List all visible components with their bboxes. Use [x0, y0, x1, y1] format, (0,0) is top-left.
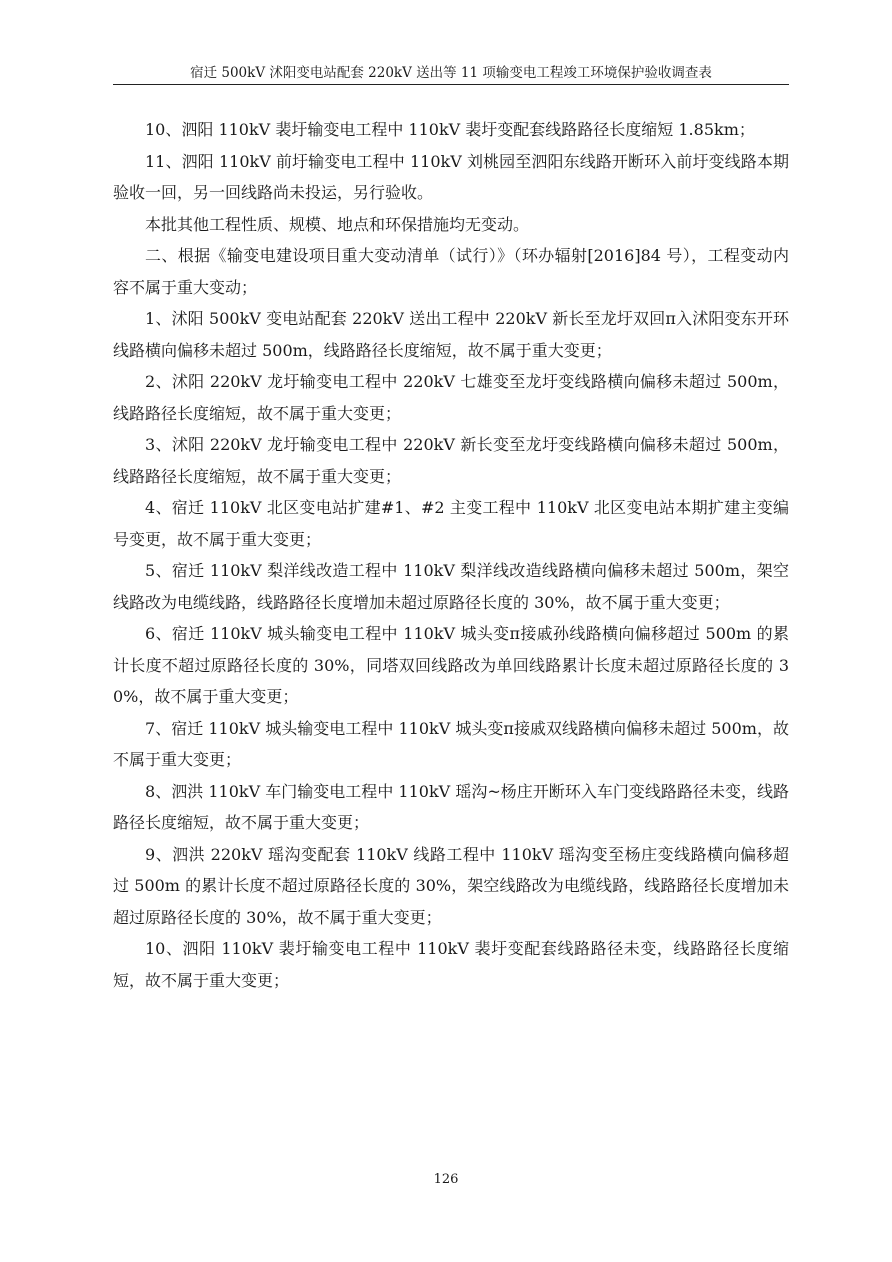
paragraph: 二、根据《输变电建设项目重大变动清单（试行）》（环办辐射[2016]84 号），工程变动内容不属于重大变动； — [113, 246, 789, 297]
paragraph: 11、泗阳 110kV 前圩输变电工程中 110kV 刘桃园至泗阳东线路开断环入前圩变线路本期验收一回，另一回线路尚未投运，另行验收。 — [113, 151, 789, 202]
paragraph: 2、沭阳 220kV 龙圩输变电工程中 220kV 七雄变至龙圩变线路横向偏移未超过 500m，线路路径长度缩短，故不属于重大变更； — [113, 372, 789, 423]
paragraph: 本批其他工程性质、规模、地点和环保措施均无变动。 — [145, 214, 530, 234]
paragraph: 10、泗阳 110kV 裴圩输变电工程中 110kV 裴圩变配套线路路径未变，线路路径长度缩短，故不属于重大变更； — [113, 939, 789, 990]
page-number: 126 — [433, 1172, 459, 1187]
paragraph: 9、泗洪 220kV 瑶沟变配套 110kV 线路工程中 110kV 瑶沟变至杨庄变线路横向偏移超过 500m 的累计长度不超过原路径长度的 30%，架空线路改为电缆线路，线路路径长度增加未超过原路径长度的 30%，故不属于重大变更； — [113, 844, 789, 927]
paragraph: 5、宿迁 110kV 梨洋线改造工程中 110kV 梨洋线改造线路横向偏移未超过 500m，架空线路改为电缆线路，线路路径长度增加未超过原路径长度的 30%，故不属于重大变更； — [113, 561, 789, 612]
paragraph: 6、宿迁 110kV 城头输变电工程中 110kV 城头变π接戚孙线路横向偏移超过 500m 的累计长度不超过原路径长度的 30%，同塔双回线路改为单回线路累计长度未超过原路径长度的 30%，故不属于重大变更； — [113, 624, 789, 706]
paragraph: 1、沭阳 500kV 变电站配套 220kV 送出工程中 220kV 新长至龙圩双回π入沭阳变东开环线路横向偏移未超过 500m，线路路径长度缩短，故不属于重大变更； — [113, 309, 789, 360]
paragraph: 7、宿迁 110kV 城头输变电工程中 110kV 城头变π接戚双线路横向偏移未超过 500m，故不属于重大变更； — [113, 718, 789, 769]
document-body — [113, 114, 789, 996]
paragraph: 4、宿迁 110kV 北区变电站扩建#1、#2 主变工程中 110kV 北区变电站本期扩建主变编号变更，故不属于重大变更； — [113, 498, 789, 549]
page-header — [113, 64, 789, 85]
document-title: 宿迁 500kV 沭阳变电站配套 220kV 送出等 11 项输变电工程竣工环境保护验收调查表 — [190, 65, 712, 81]
paragraph: 3、沭阳 220kV 龙圩输变电工程中 220kV 新长变至龙圩变线路横向偏移未超过 500m，线路路径长度缩短，故不属于重大变更； — [113, 435, 789, 486]
paragraph: 8、泗洪 110kV 车门输变电工程中 110kV 瑶沟~杨庄开断环入车门变线路路径未变，线路路径长度缩短，故不属于重大变更； — [113, 781, 789, 832]
paragraph: 10、泗阳 110kV 裴圩输变电工程中 110kV 裴圩变配套线路路径长度缩短 1.85km； — [145, 120, 755, 139]
